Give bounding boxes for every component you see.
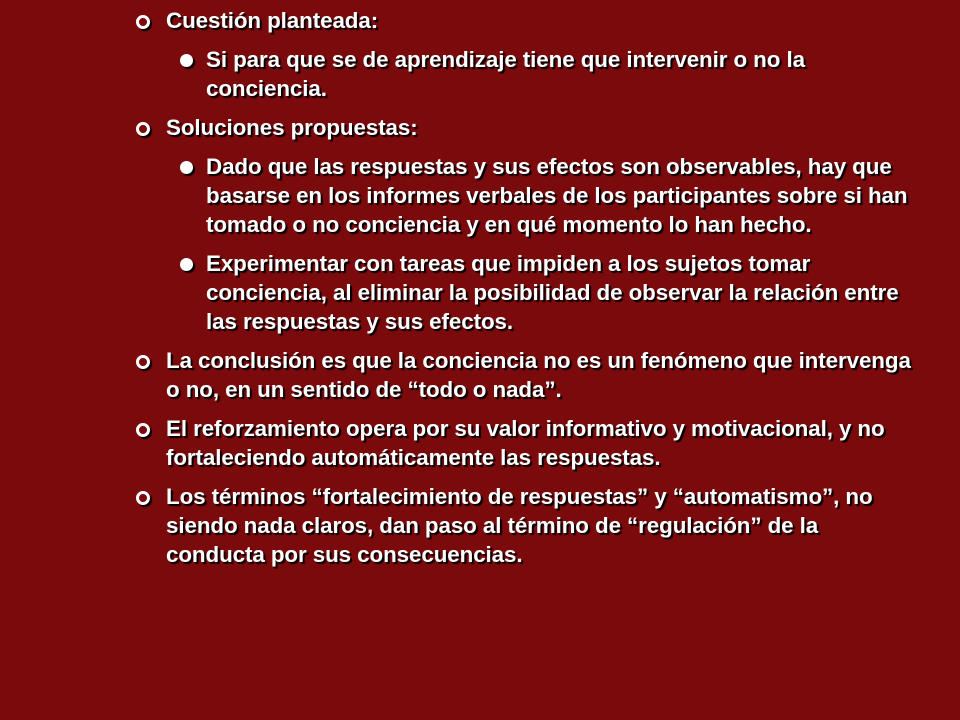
sub-bullet-item bbox=[132, 152, 912, 239]
bullet-item-conclusion bbox=[132, 346, 912, 404]
bullet-item-solutions bbox=[132, 113, 912, 142]
bullet-text: Cuestión planteada: bbox=[166, 8, 379, 33]
bullet-item-reinforcement bbox=[132, 414, 912, 472]
bullet-text: La conclusión es que la conciencia no es un fenómeno que intervenga o no, en un sentido de “todo o nada”. bbox=[166, 348, 911, 402]
ring-bullet-icon bbox=[136, 414, 150, 446]
bullet-text: Soluciones propuestas: bbox=[166, 115, 418, 140]
ring-bullet-icon bbox=[136, 482, 150, 514]
bullet-text: Dado que las respuestas y sus efectos son observables, hay que basarse en los informes verbales de los participantes sobre si han tomado o no conciencia y en qué momento lo han hecho. bbox=[206, 154, 908, 237]
ring-bullet-icon bbox=[136, 6, 150, 38]
bullet-text: El reforzamiento opera por su valor informativo y motivacional, y no fortaleciendo automáticamente las respuestas. bbox=[166, 416, 885, 470]
bullet-item-question bbox=[132, 6, 912, 35]
dot-bullet-icon bbox=[180, 152, 193, 183]
sub-bullet-item bbox=[132, 45, 912, 103]
ring-bullet-icon bbox=[136, 113, 150, 145]
sub-bullet-item bbox=[132, 249, 912, 336]
ring-bullet-icon bbox=[136, 346, 150, 378]
bullet-list bbox=[132, 6, 912, 579]
dot-bullet-icon bbox=[180, 45, 193, 76]
dot-bullet-icon bbox=[180, 249, 193, 280]
bullet-text: Experimentar con tareas que impiden a los sujetos tomar conciencia, al eliminar la posibilidad de observar la relación entre las respuestas y sus efectos. bbox=[206, 251, 899, 334]
bullet-text: Si para que se de aprendizaje tiene que intervenir o no la conciencia. bbox=[206, 47, 805, 101]
bullet-item-terms bbox=[132, 482, 912, 569]
bullet-text: Los términos “fortalecimiento de respuestas” y “automatismo”, no siendo nada claros, dan paso al término de “regulación” de la conducta por sus consecuencias. bbox=[166, 484, 873, 567]
